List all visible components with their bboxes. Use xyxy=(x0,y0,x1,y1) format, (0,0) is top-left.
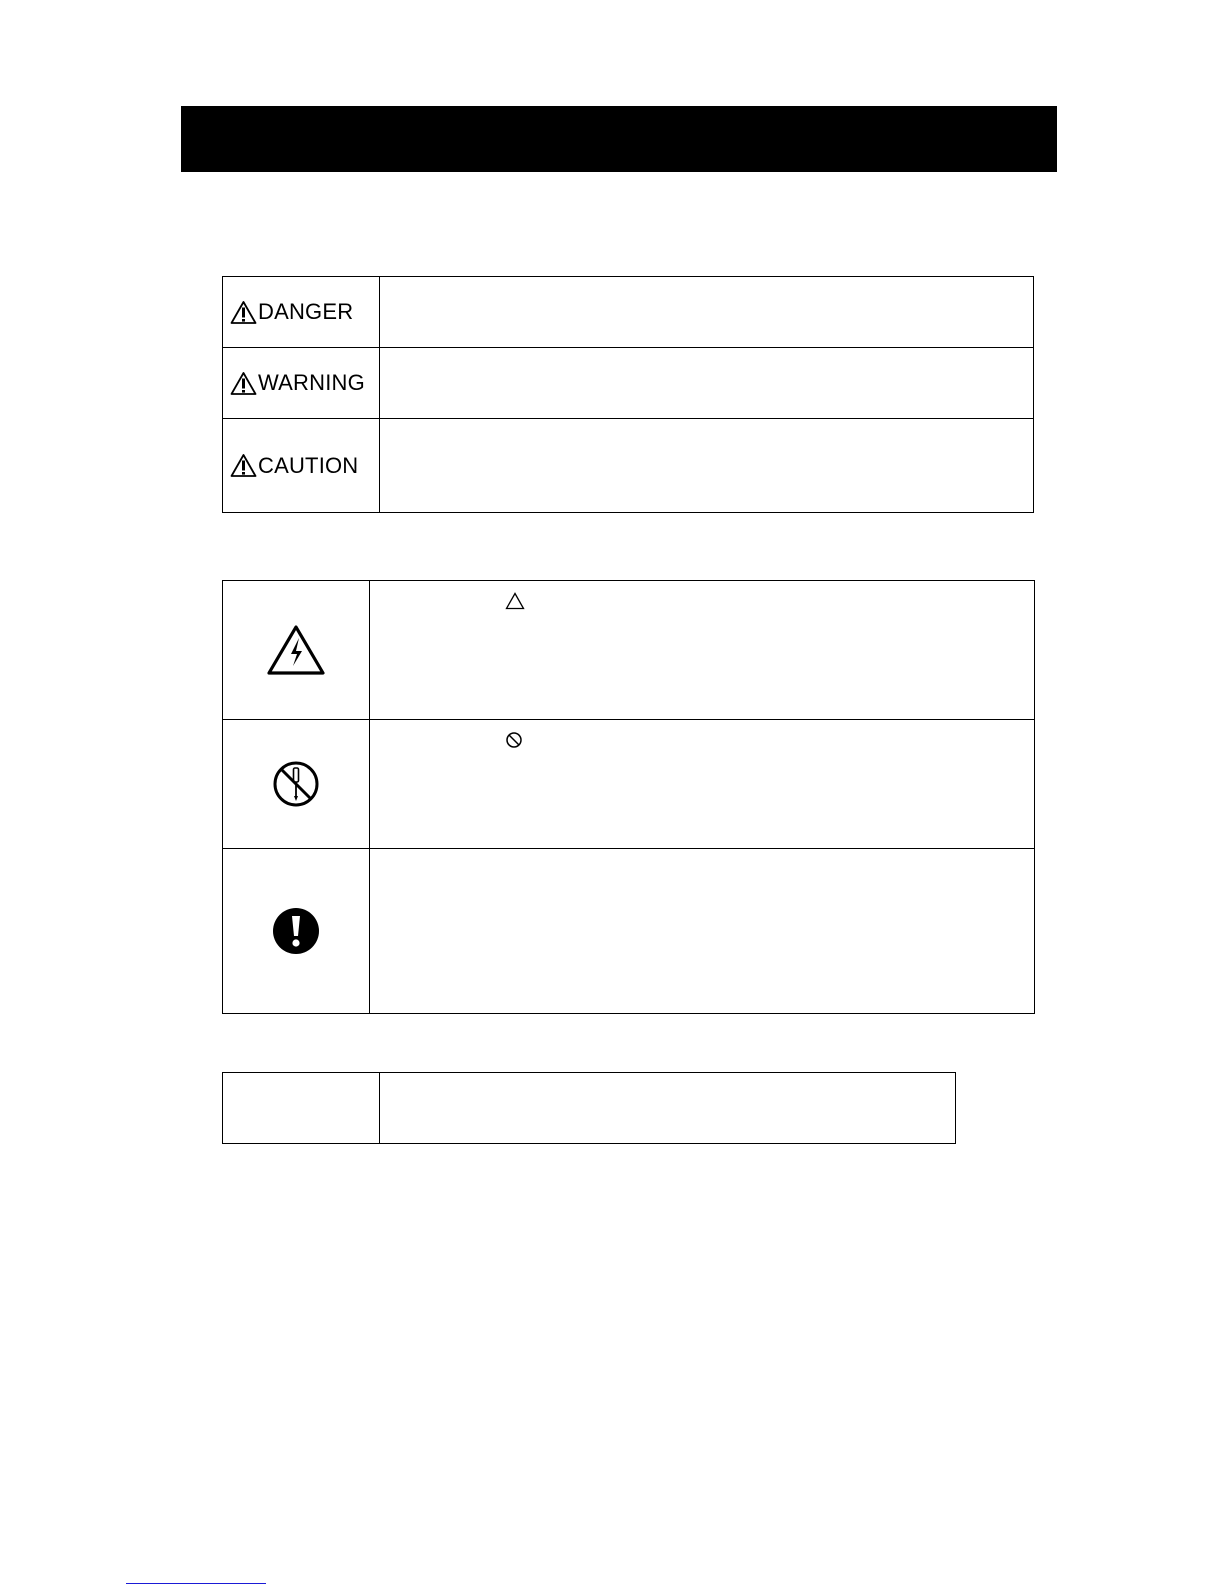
note-description xyxy=(380,1073,956,1144)
signal-row-danger xyxy=(223,277,1034,348)
symbol-description-cell xyxy=(370,720,1035,849)
symbol-row-mandatory xyxy=(223,849,1035,1014)
signal-label-cell xyxy=(223,419,380,513)
triangle-outline-icon xyxy=(505,592,525,610)
footer-link-underline xyxy=(126,1583,266,1584)
signal-label-cell xyxy=(223,348,380,419)
danger-label: DANGER xyxy=(258,299,354,324)
note-table xyxy=(222,1072,956,1144)
signal-word-table xyxy=(222,276,1034,513)
note-row xyxy=(223,1073,956,1144)
electric-shock-warning-icon xyxy=(266,624,326,676)
signal-row-warning xyxy=(223,348,1034,419)
signal-label-cell xyxy=(223,277,380,348)
danger-description xyxy=(380,277,1034,348)
warning-triangle-icon xyxy=(230,371,257,396)
symbol-cell xyxy=(223,581,370,720)
caution-description xyxy=(380,419,1034,513)
symbol-description-cell xyxy=(370,581,1035,720)
warning-label: WARNING xyxy=(258,370,365,395)
no-disassembly-icon xyxy=(272,760,320,808)
signal-row-caution xyxy=(223,419,1034,513)
symbol-cell xyxy=(223,720,370,849)
note-label xyxy=(223,1073,380,1144)
prohibition-circle-icon xyxy=(505,731,523,749)
mandatory-action-icon xyxy=(272,907,320,955)
warning-triangle-icon xyxy=(230,300,257,325)
symbol-row-electric-shock xyxy=(223,581,1035,720)
symbol-cell xyxy=(223,849,370,1014)
symbol-row-no-disassembly xyxy=(223,720,1035,849)
symbol-table xyxy=(222,580,1035,1014)
title-bar xyxy=(181,106,1057,172)
mandatory-description xyxy=(370,849,1035,1014)
caution-label: CAUTION xyxy=(258,452,359,478)
warning-description xyxy=(380,348,1034,419)
warning-triangle-icon xyxy=(230,453,257,478)
